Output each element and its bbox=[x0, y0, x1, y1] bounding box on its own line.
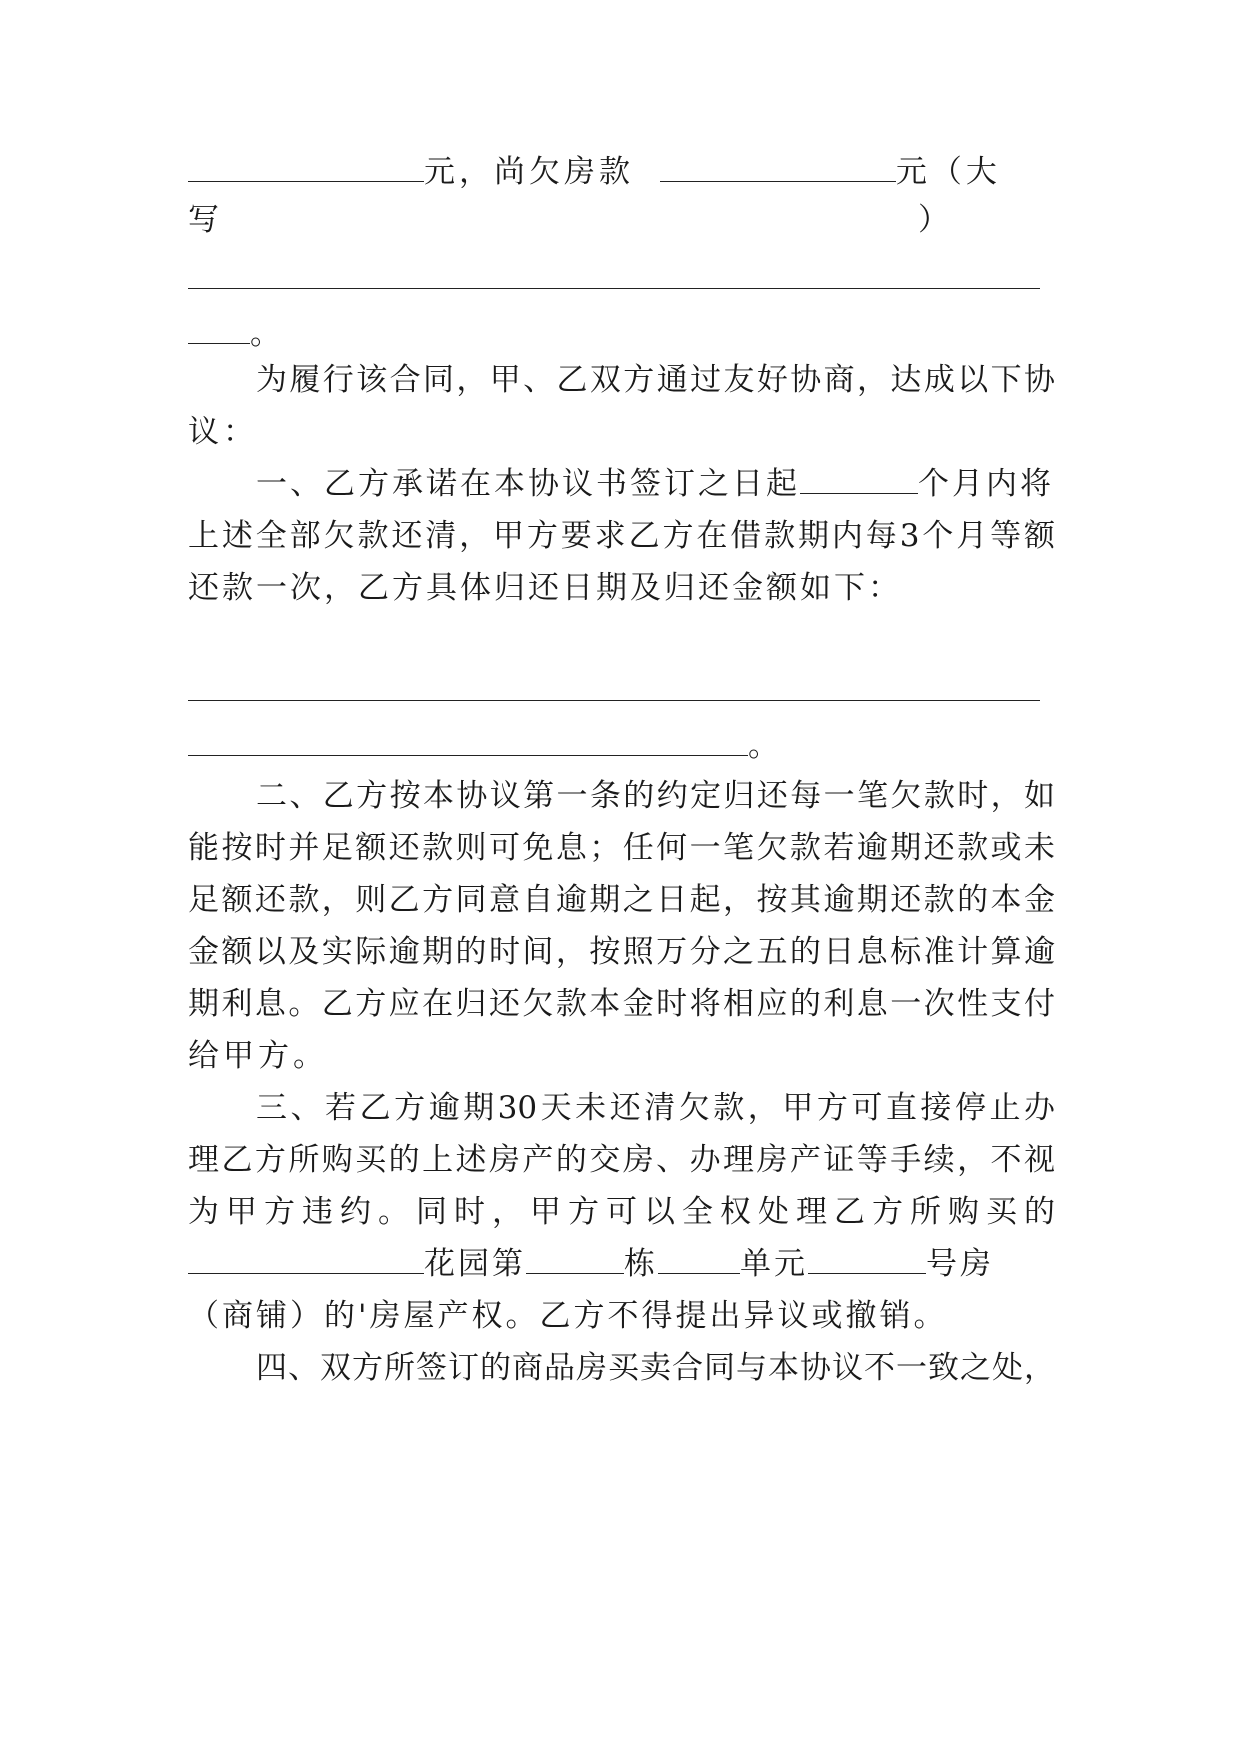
section2-line-5: 期利息。乙方应在归还欠款本金时将相应的利息一次性支付 bbox=[188, 986, 1055, 1022]
uppercase-amount-blank bbox=[188, 288, 1040, 289]
repayment-schedule-blank-1 bbox=[188, 700, 1040, 701]
unit-blank bbox=[658, 1245, 740, 1274]
section2-line-2: 能按时并足额还款则可免息；任何一笔欠款若逾期还款或未 bbox=[188, 830, 1055, 866]
section1-line-1: 一、乙方承诺在本协议书签订之日起 个月内将 bbox=[256, 466, 1054, 502]
section3-line-5: （商铺）的'房屋产权。乙方不得提出异议或撤销。 bbox=[188, 1298, 948, 1334]
building-blank bbox=[526, 1245, 624, 1274]
repayment-schedule-blank-2 bbox=[188, 727, 748, 756]
owed-amount-blank bbox=[660, 153, 896, 182]
room-number-blank bbox=[808, 1245, 926, 1274]
section1-line-2: 上述全部欠款还清，甲方要求乙方在借款期内每3个月等额 bbox=[188, 518, 1055, 554]
uppercase-line: 写 ） bbox=[188, 202, 953, 238]
section1-line-3: 还款一次，乙方具体归还日期及归还金额如下： bbox=[188, 570, 902, 606]
section2-line-3: 足额还款，则乙方同意自逾期之日起，按其逾期还款的本金 bbox=[188, 882, 1055, 918]
section2-line-1: 二、乙方按本协议第一条的约定归还每一笔欠款时，如 bbox=[256, 778, 1055, 814]
section2-line-6: 给甲方。 bbox=[188, 1038, 328, 1074]
section4-line-1: 四、双方所签订的商品房买卖合同与本协议不一致之处， bbox=[256, 1350, 1056, 1386]
uppercase-end-line: 。 bbox=[188, 314, 1055, 354]
section2-line-4: 金额以及实际逾期的时间，按照万分之五的日息标准计算逾 bbox=[188, 934, 1055, 970]
section3-line-3: 为甲方违约。同时，甲方可以全权处理乙方所购买的 bbox=[188, 1194, 1055, 1230]
short-blank bbox=[188, 315, 250, 344]
intro-line-2: 议： bbox=[188, 414, 258, 450]
section3-line-2: 理乙方所购买的上述房产的交房、办理房产证等手续，不视 bbox=[188, 1142, 1055, 1178]
repayment-schedule-line-2: 。 bbox=[188, 726, 1055, 766]
garden-name-blank bbox=[188, 1245, 424, 1274]
section3-line-4: 花园第 栋 单元 号房 bbox=[188, 1244, 1055, 1284]
section3-line-1: 三、若乙方逾期30天未还清欠款，甲方可直接停止办 bbox=[256, 1090, 1055, 1126]
months-blank bbox=[800, 465, 918, 494]
paid-amount-blank bbox=[188, 153, 424, 182]
amount-line: 元，尚欠房款 元（大 bbox=[188, 152, 1055, 192]
intro-line-1: 为履行该合同，甲、乙双方通过友好协商，达成以下协 bbox=[256, 362, 1055, 398]
